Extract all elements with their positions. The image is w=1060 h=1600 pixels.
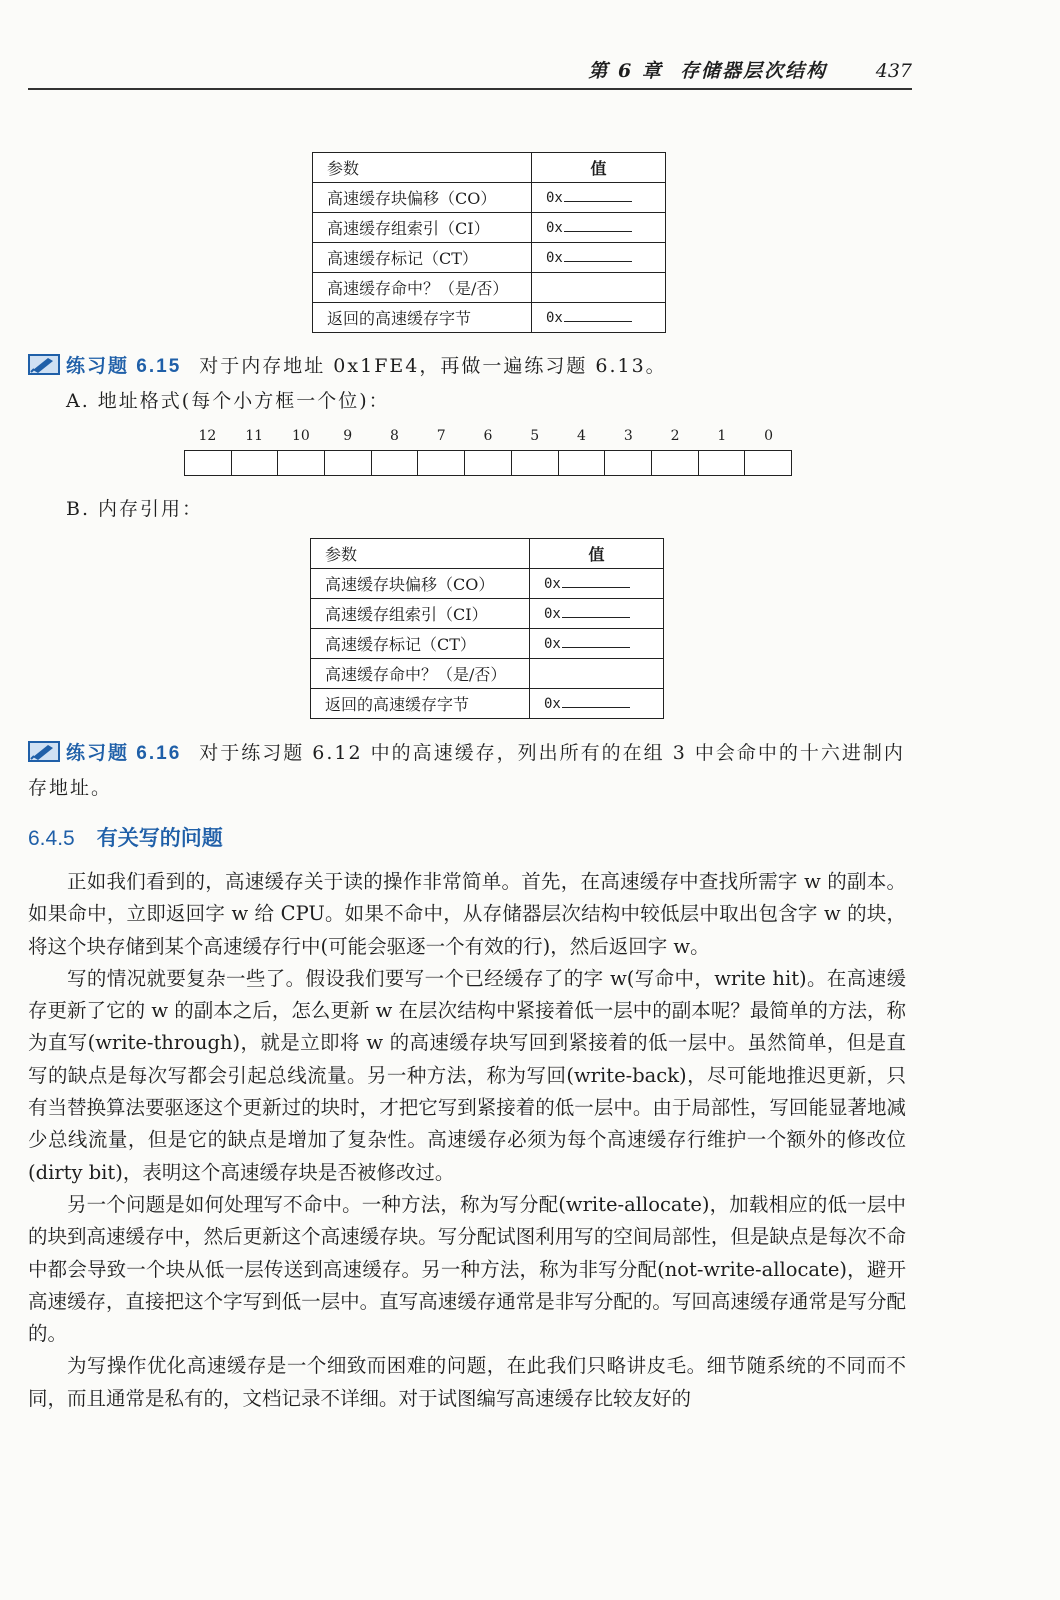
bit-label: 1 [717,428,727,444]
answer-blank [564,309,632,322]
bit-box [232,451,279,475]
exercise-6-16 [28,736,906,805]
bit-box [465,451,512,475]
bit-box [605,451,652,475]
bit-box [325,451,372,475]
table-row [311,689,664,719]
answer-blank [562,605,630,618]
bit-label: 7 [436,428,446,444]
parameter-table-1 [312,152,666,333]
exercise-label: 练习题 6.16 [66,743,182,764]
row-value: 0x [532,243,666,273]
row-value [532,273,666,303]
answer-blank [564,219,632,232]
paragraph: 另一个问题是如何处理写不命中。一种方法，称为写分配(write-allocate)，加载相应的低一层中的块到高速缓存中，然后更新这个高速缓存块。写分配试图利用写的空间局部性，但是缺点是每次不命中都会导致一个块从低一层传送到高速缓存。另一种方法，称为非写分配(not-write-allocate)，避开高速缓存，直接把这个字写到低一层中。直写高速缓存通常是非写分配的。写回高速缓存通常是写分配的。 [28,1192,906,1346]
row-value: 0x [530,629,664,659]
pencil-notebook-icon [28,352,60,376]
column-header-param: 参数 [313,153,532,183]
bit-box [372,451,419,475]
table-row [311,629,664,659]
table-row [311,599,664,629]
bit-index-labels [184,428,792,448]
table-row [313,243,666,273]
parameter-table-2 [310,538,664,719]
bit-label: 5 [530,428,540,444]
bit-box [278,451,325,475]
part-a-label: A. 地址格式(每个小方框一个位)： [66,390,390,412]
page-number: 437 [875,60,912,82]
answer-blank [562,695,630,708]
bit-label: 8 [389,428,399,444]
table-row [311,569,664,599]
row-value: 0x [530,689,664,719]
bit-label: 10 [292,428,310,444]
chapter-label: 第 6 章 [588,60,663,82]
table-row [313,213,666,243]
exercise-6-15 [28,349,667,384]
answer-blank [562,635,630,648]
row-value: 0x [532,183,666,213]
row-label: 高速缓存组索引（CI） [313,213,532,243]
table-row [313,303,666,333]
address-bit-boxes [184,428,792,476]
table-row [313,273,666,303]
paragraph: 写的情况就要复杂一些了。假设我们要写一个已经缓存了的字 w(写命中，write hit)。在高速缓存更新了它的 w 的副本之后，怎么更新 w 在层次结构中紧接着低一层中的副本呢？最简单的方法，称为直写(write-through)，就是立即将 w 的高速缓存块写回到紧接着的低一层中。虽然简单，但是直写的缺点是每次写都会引起总线流量。另一种方法，称为写回(write-back)，尽可能地推迟更新，只有当替换算法要驱逐这个更新过的块时，才把它写到紧接着的低一层中。由于局部性，写回能显著地减少总线流量，但是它的缺点是增加了复杂性。高速缓存必须为每个高速缓存行维护一个额外的修改位(dirty bit)，表明这个高速缓存块是否被修改过。 [28,966,906,1184]
exercise-label: 练习题 6.15 [66,356,182,377]
row-value: 0x [530,599,664,629]
table-row [311,659,664,689]
row-label: 高速缓存组索引（CI） [311,599,530,629]
section-title: 有关写的问题 [96,827,223,850]
bit-box [559,451,606,475]
column-header-param: 参数 [311,539,530,569]
chapter-title: 存储器层次结构 [680,60,828,82]
bit-label: 12 [198,428,217,444]
row-label: 高速缓存标记（CT） [313,243,532,273]
row-value [530,659,664,689]
row-value: 0x [532,303,666,333]
bit-box-row [184,450,792,476]
row-label: 高速缓存标记（CT） [311,629,530,659]
bit-box [418,451,465,475]
answer-blank [564,189,632,202]
paragraph: 为写操作优化高速缓存是一个细致而困难的问题，在此我们只略讲皮毛。细节随系统的不同而不同，而且通常是私有的，文档记录不详细。对于试图编写高速缓存比较友好的 [28,1354,906,1410]
row-label: 高速缓存块偏移（CO） [313,183,532,213]
row-label: 高速缓存命中？（是/否） [311,659,530,689]
bit-box [652,451,699,475]
answer-blank [564,249,632,262]
row-label: 返回的高速缓存字节 [313,303,532,333]
section-heading [28,822,223,852]
bit-box [745,451,791,475]
part-b-label: B. 内存引用： [66,498,204,520]
exercise-text: 对于内存地址 0x1FE4，再做一遍练习题 6.13。 [199,355,667,377]
bit-label: 6 [483,428,493,444]
row-value: 0x [532,213,666,243]
bit-label: 0 [764,428,774,444]
row-value: 0x [530,569,664,599]
pencil-notebook-icon [28,739,60,763]
bit-label: 3 [623,428,633,444]
section-number: 6.4.5 [28,827,75,850]
bit-box [512,451,559,475]
row-label: 高速缓存命中？（是/否） [313,273,532,303]
column-header-value: 值 [530,539,664,569]
body-text [28,866,906,1415]
running-header [28,56,912,83]
header-rule [28,88,912,90]
column-header-value: 值 [532,153,666,183]
bit-label: 2 [670,428,680,444]
answer-blank [562,575,630,588]
table-row [313,183,666,213]
row-label: 高速缓存块偏移（CO） [311,569,530,599]
bit-label: 4 [577,428,586,444]
bit-label: 9 [343,428,353,444]
bit-box [699,451,746,475]
paragraph: 正如我们看到的，高速缓存关于读的操作非常简单。首先，在高速缓存中查找所需字 w 的副本。如果命中，立即返回字 w 给 CPU。如果不命中，从存储器层次结构中较低层中取出包含字 w 的块，将这个块存储到某个高速缓存行中(可能会驱逐一个有效的行)，然后返回字 w。 [28,870,906,958]
exercise-text: 对于练习题 6.12 中的高速缓存，列出所有的在组 3 中会命中的十六进制内存地址。 [28,742,905,799]
bit-label: 11 [245,428,264,444]
bit-box [185,451,232,475]
row-label: 返回的高速缓存字节 [311,689,530,719]
